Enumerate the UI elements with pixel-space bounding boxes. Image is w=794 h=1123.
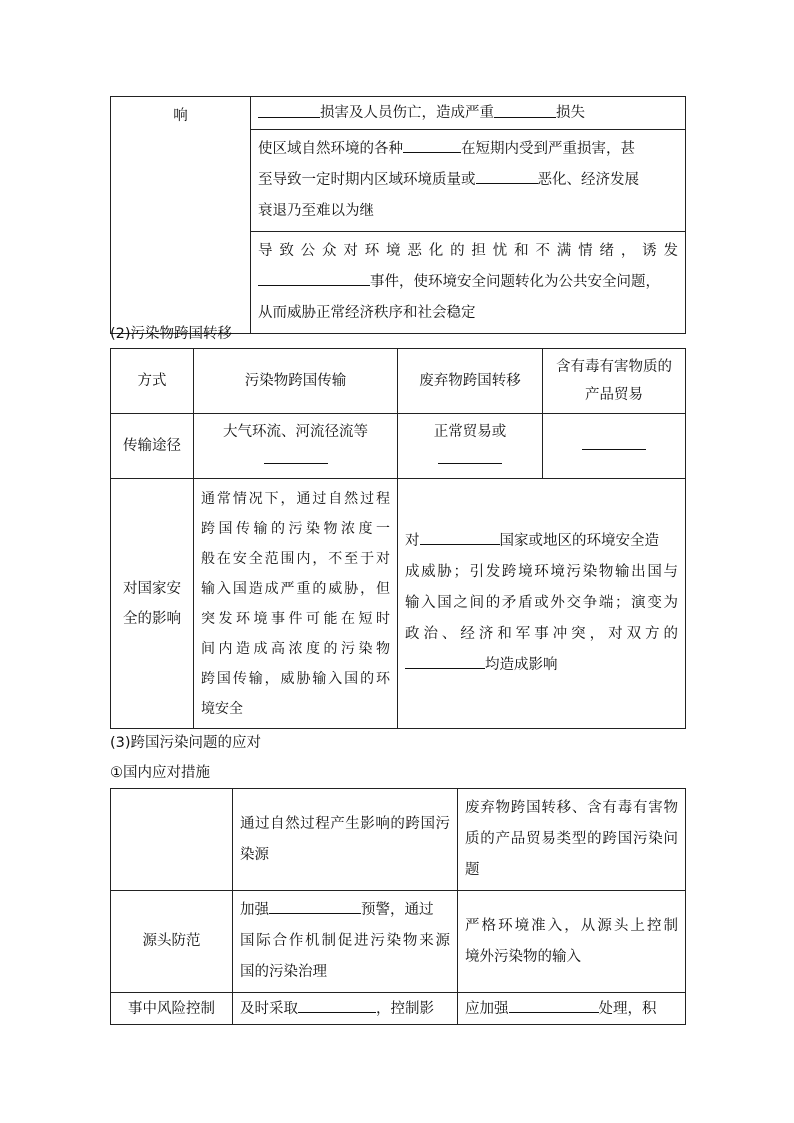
blank-field <box>438 448 502 464</box>
row3-text: 事件，使环境安全问题转化为公共安全问题， <box>370 274 660 290</box>
row1-text-b: 损失 <box>556 105 585 122</box>
impact-waste-product <box>398 479 686 729</box>
blank-field <box>258 270 370 286</box>
blank-field <box>298 997 376 1013</box>
impact-text: 国家或地区的环境安全造 <box>499 533 659 549</box>
impact-line: 跨国传输，威胁输入国的环 <box>201 670 390 687</box>
impact-line: 突发环境事件可能在短时 <box>201 610 390 627</box>
blank-field <box>258 101 320 117</box>
route-product <box>543 414 686 479</box>
impact-security-label <box>111 479 194 729</box>
blank-field <box>476 168 538 184</box>
domestic-measures-table <box>110 788 686 1025</box>
route-waste <box>398 414 543 479</box>
header-text: 废弃物跨国转移、含有毒有害物质的产品贸易类型的跨国污染问题 <box>465 800 678 878</box>
header-text: 通过自然过程产生影响的跨国污染源 <box>240 815 450 863</box>
blank-field <box>405 653 485 669</box>
risk-control-label: 事中风险控制 <box>111 993 233 1025</box>
source-text: 加强 <box>240 902 269 918</box>
impact-text: 对 <box>405 533 420 549</box>
blank-field <box>264 448 328 464</box>
impact-line: 通常情况下，通过自然过程 <box>201 490 390 507</box>
row2-text: 衰退乃至难以为继 <box>258 203 374 219</box>
row2-text: 恶化、经济发展 <box>537 172 639 188</box>
risk-control-waste <box>458 993 686 1025</box>
route-text: 正常贸易或 <box>433 424 507 440</box>
row2-text: 使区域自然环境的各种 <box>258 141 403 157</box>
row3-text: 从而威胁正常经济秩序和社会稳定 <box>258 305 476 321</box>
pollutant-transfer-table <box>110 348 686 729</box>
risk-text: 处理，积 <box>598 1001 657 1018</box>
source-text: 预警，通过 <box>361 902 434 918</box>
risk-control-natural <box>233 993 458 1025</box>
blank-field <box>582 433 646 449</box>
row3-text: 导致公众对环境恶化的担忧和不满情绪，诱发 <box>258 243 678 259</box>
row1-text-a: 损害及人员伤亡，造成严重 <box>320 105 494 122</box>
header-waste: 废弃物跨国转移 <box>398 349 543 414</box>
source-prevention-waste <box>458 891 686 993</box>
impact-line: 境安全 <box>201 700 243 717</box>
section-3-subtitle: ①国内应对措施 <box>110 765 210 781</box>
route-text: 大气环流、河流径流等 <box>223 424 368 440</box>
source-prevention-label: 源头防范 <box>111 891 233 993</box>
impact-label-cell <box>111 97 251 334</box>
route-air-water <box>194 414 398 479</box>
source-text: 国际合作机制促进污染物来源 <box>240 933 450 949</box>
risk-text: 及时采取 <box>240 1001 298 1018</box>
section-2-title: (2)污染物跨国转移 <box>110 326 233 342</box>
impact-text: 成威胁；引发跨境环境污染物输出国与 <box>405 564 678 580</box>
blank-field <box>403 137 461 153</box>
blank-field <box>269 898 361 914</box>
header-method: 方式 <box>111 349 194 414</box>
blank-field <box>494 101 556 117</box>
impact-row-3 <box>251 232 686 334</box>
impact-text: 政治、经济和军事冲突，对双方的 <box>405 626 678 642</box>
impact-line: 般在安全范围内，不至于对 <box>201 550 390 567</box>
header-natural-source <box>233 789 458 891</box>
risk-text: ，控制影 <box>376 1001 434 1018</box>
impact-row-1 <box>251 97 686 130</box>
route-label: 传输途径 <box>111 414 194 479</box>
blank-header-cell <box>111 789 233 891</box>
header-product-trade: 含有毒有害物质的产品贸易 <box>543 349 686 414</box>
row2-text: 至导致一定时期内区域环境质量或 <box>258 172 476 188</box>
row2-text: 在短期内受到严重损害，甚 <box>461 141 635 157</box>
section-3-title: (3)跨国污染问题的应对 <box>110 735 262 751</box>
impact-air-water <box>194 479 398 729</box>
security-label-text: 对国家安全的影响 <box>123 580 181 627</box>
impact-line: 输入国造成严重的威胁，但 <box>201 580 390 597</box>
impact-table <box>110 96 686 334</box>
header-air-water: 污染物跨国传输 <box>194 349 398 414</box>
source-text: 境外污染物的输入 <box>465 948 581 965</box>
header-waste-trade <box>458 789 686 891</box>
impact-label: 响 <box>173 108 188 124</box>
risk-text: 应加强 <box>465 1001 509 1018</box>
blank-field <box>509 997 599 1013</box>
impact-text: 均造成影响 <box>485 657 558 673</box>
source-prevention-natural <box>233 891 458 993</box>
impact-text: 输入国之间的矛盾或外交争端；演变为 <box>405 595 678 611</box>
source-text: 严格环境准入，从源头上控制 <box>465 917 678 934</box>
source-text: 国的污染治理 <box>240 964 327 980</box>
impact-line: 跨国传输的污染物浓度一 <box>201 520 390 537</box>
blank-field <box>420 529 500 545</box>
impact-line: 间内造成高浓度的污染物 <box>201 640 390 657</box>
impact-row-2 <box>251 130 686 232</box>
